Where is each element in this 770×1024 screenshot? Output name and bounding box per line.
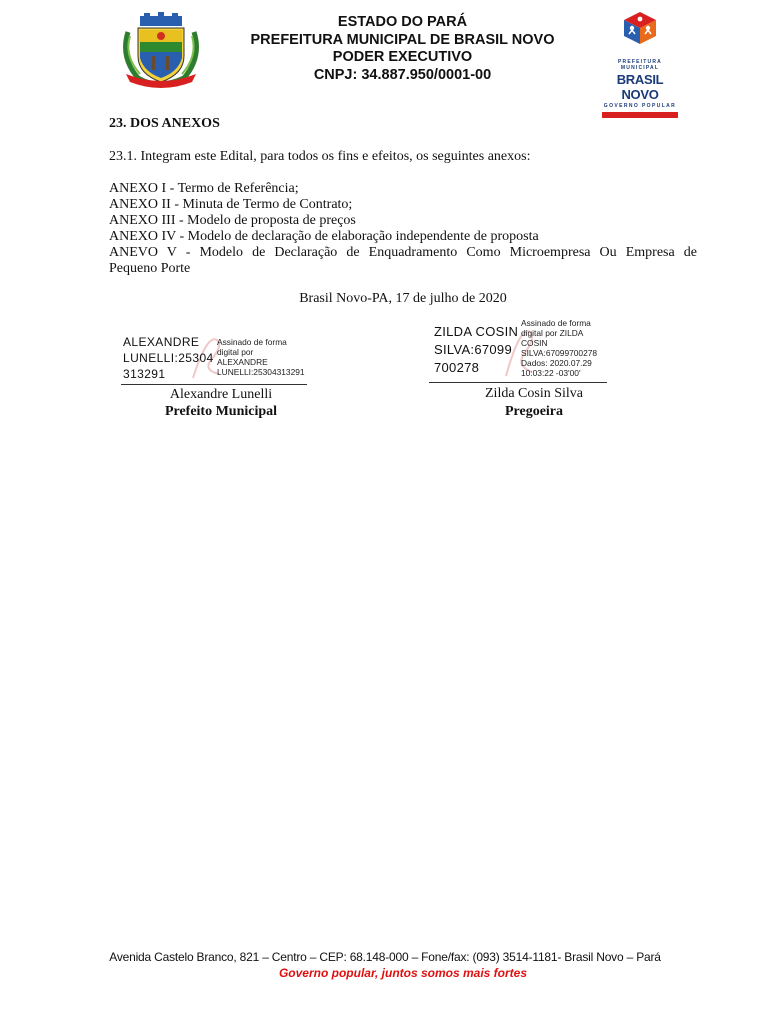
annex-item: ANEXO III - Modelo de proposta de preços <box>109 213 356 228</box>
annex-item: ANEXO II - Minuta de Termo de Contrato; <box>109 197 353 212</box>
signature-line-right <box>429 382 607 383</box>
signer-cert-name: 313291 <box>123 367 166 381</box>
signer-name-left: Alexandre Lunelli <box>169 387 273 402</box>
signature-detail: SILVA:67099700278 <box>521 348 598 358</box>
section-title: 23. DOS ANEXOS <box>109 116 220 131</box>
signature-line-left <box>121 384 307 385</box>
signature-detail: Dados: 2020.07.29 <box>521 358 592 368</box>
header-prefecture: PREFEITURA MUNICIPAL DE BRASIL NOVO <box>250 31 555 48</box>
signature-detail: digital por ZILDA <box>521 328 584 338</box>
logo-main-text: BRASIL NOVO <box>616 72 664 102</box>
signer-cert-name: ALEXANDRE <box>123 335 200 349</box>
date-line: Brasil Novo-PA, 17 de julho de 2020 <box>299 291 507 306</box>
header-cnpj: CNPJ: 34.887.950/0001-00 <box>313 66 492 83</box>
header-branch: PODER EXECUTIVO <box>332 49 473 65</box>
signature-left <box>123 334 313 384</box>
signer-cert-name: 700278 <box>434 360 480 375</box>
footer-address: Avenida Castelo Branco, 821 – Centro – CEP: 68.148-000 – Fone/fax: (093) 3514-1181- Brasil Novo – Pará <box>109 950 661 964</box>
signature-detail: digital por <box>217 347 254 357</box>
document-header <box>200 14 605 84</box>
signature-detail: Assinado de forma <box>217 337 287 347</box>
signature-detail: 10:03:22 -03'00' <box>521 368 581 378</box>
section-intro: 23.1. Integram este Edital, para todos os fins e efeitos, os seguintes anexos: <box>109 149 531 164</box>
municipal-coat-of-arms <box>118 12 204 88</box>
signature-detail: ALEXANDRE <box>217 357 268 367</box>
annex-item: ANEXO I - Termo de Referência; <box>109 181 299 196</box>
signer-cert-name: ZILDA COSIN <box>434 324 519 339</box>
signer-role-right: Pregoeira <box>504 404 564 419</box>
signer-cert-name: LUNELLI:25304 <box>123 351 214 365</box>
logo-slogan-band <box>602 112 678 118</box>
signer-name-right: Zilda Cosin Silva <box>485 386 583 401</box>
annex-item: ANEXO IV - Modelo de declaração de elaboração independente de proposta <box>109 229 539 244</box>
annex-item-continuation: Pequeno Porte <box>109 261 191 276</box>
annex-item: ANEVO V - Modelo de Declaração de Enquadramento Como Microempresa Ou Empresa de <box>109 245 697 260</box>
signer-cert-name: SILVA:67099 <box>434 342 512 357</box>
logo-bottom-text: GOVERNO POPULAR <box>603 103 677 109</box>
signature-right <box>434 318 624 380</box>
signature-detail: Assinado de forma <box>521 318 591 328</box>
logo-cube-icon <box>598 10 682 46</box>
brasil-novo-logo <box>598 10 682 109</box>
signature-detail: LUNELLI:25304313291 <box>217 367 305 377</box>
signature-detail: COSIN <box>521 338 548 348</box>
logo-top-text: PREFEITURA MUNICIPAL <box>618 59 662 71</box>
signer-role-left: Prefeito Municipal <box>164 404 278 419</box>
annex-list <box>109 181 697 277</box>
footer-slogan: Governo popular, juntos somos mais fortes <box>278 966 528 980</box>
header-state: ESTADO DO PARÁ <box>337 14 468 30</box>
